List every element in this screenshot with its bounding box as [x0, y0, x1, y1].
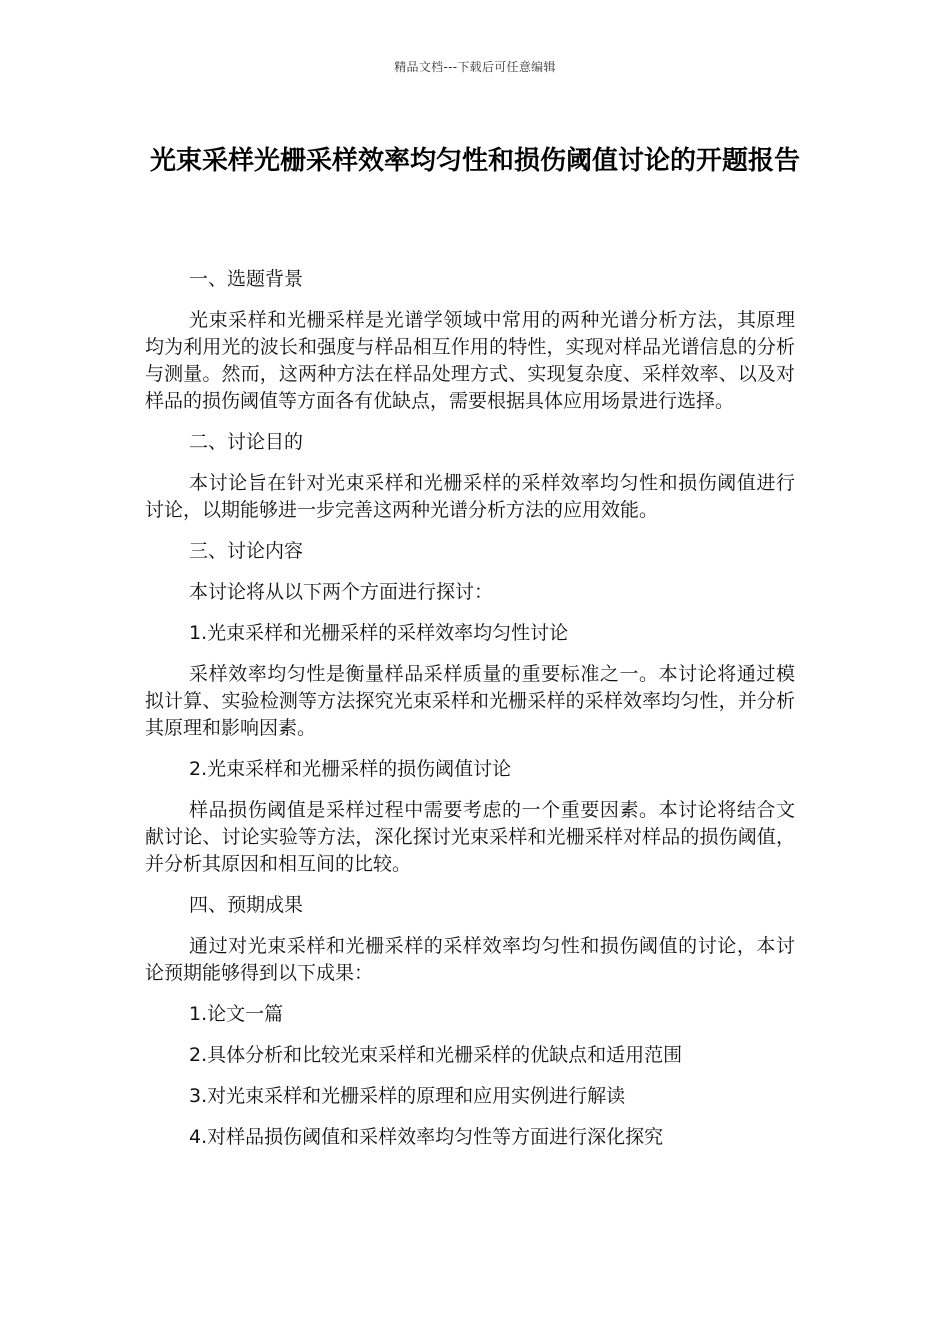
paragraph-background: 光束采样和光栅采样是光谱学领域中常用的两种光谱分析方法，其原理均为利用光的波长和强度与样品相互作用的特性，实现对样品光谱信息的分析与测量。然而，这两种方法在样品处理方式、实现复杂度、采样效率、以及对样品的损伤阈值等方面各有优缺点，需要根据具体应用场景进行选择。 — [145, 309, 795, 412]
header-note: 精品文档---下载后可任意编辑 — [394, 60, 556, 74]
paragraph-expected-results: 通过对光束采样和光栅采样的采样效率均匀性和损伤阈值的讨论，本讨论预期能够得到以下成果： — [145, 935, 795, 984]
paragraph-content-intro: 本讨论将从以下两个方面进行探讨： — [189, 581, 494, 603]
list-item-result-1: 1.论文一篇 — [189, 1003, 284, 1025]
document-body — [145, 266, 795, 1151]
section-heading-expected-results: 四、预期成果 — [189, 894, 304, 916]
subheading-damage-threshold: 2.光束采样和光栅采样的损伤阈值讨论 — [189, 758, 512, 780]
paragraph-damage-threshold: 样品损伤阈值是采样过程中需要考虑的一个重要因素。本讨论将结合文献讨论、讨论实验等方法，深化探讨光束采样和光栅采样对样品的损伤阈值，并分析其原因和相互间的比较。 — [145, 799, 795, 875]
list-item-result-4: 4.对样品损伤阈值和采样效率均匀性等方面进行深化探究 — [189, 1126, 664, 1148]
section-heading-purpose: 二、讨论目的 — [189, 431, 304, 453]
paragraph-purpose: 本讨论旨在针对光束采样和光栅采样的采样效率均匀性和损伤阈值进行讨论，以期能够进一步完善这两种光谱分析方法的应用效能。 — [145, 472, 795, 521]
list-item-result-2: 2.具体分析和比较光束采样和光栅采样的优缺点和适用范围 — [189, 1044, 683, 1066]
document-title: 光束采样光栅采样效率均匀性和损伤阈值讨论的开题报告 — [149, 146, 800, 176]
paragraph-efficiency-uniformity: 采样效率均匀性是衡量样品采样质量的重要标准之一。本讨论将通过模拟计算、实验检测等方法探究光束采样和光栅采样的采样效率均匀性，并分析其原理和影响因素。 — [145, 663, 795, 739]
list-item-result-3: 3.对光束采样和光栅采样的原理和应用实例进行解读 — [189, 1085, 626, 1107]
section-heading-background: 一、选题背景 — [189, 268, 304, 290]
section-heading-content: 三、讨论内容 — [189, 540, 304, 562]
subheading-efficiency-uniformity: 1.光束采样和光栅采样的采样效率均匀性讨论 — [189, 622, 569, 644]
